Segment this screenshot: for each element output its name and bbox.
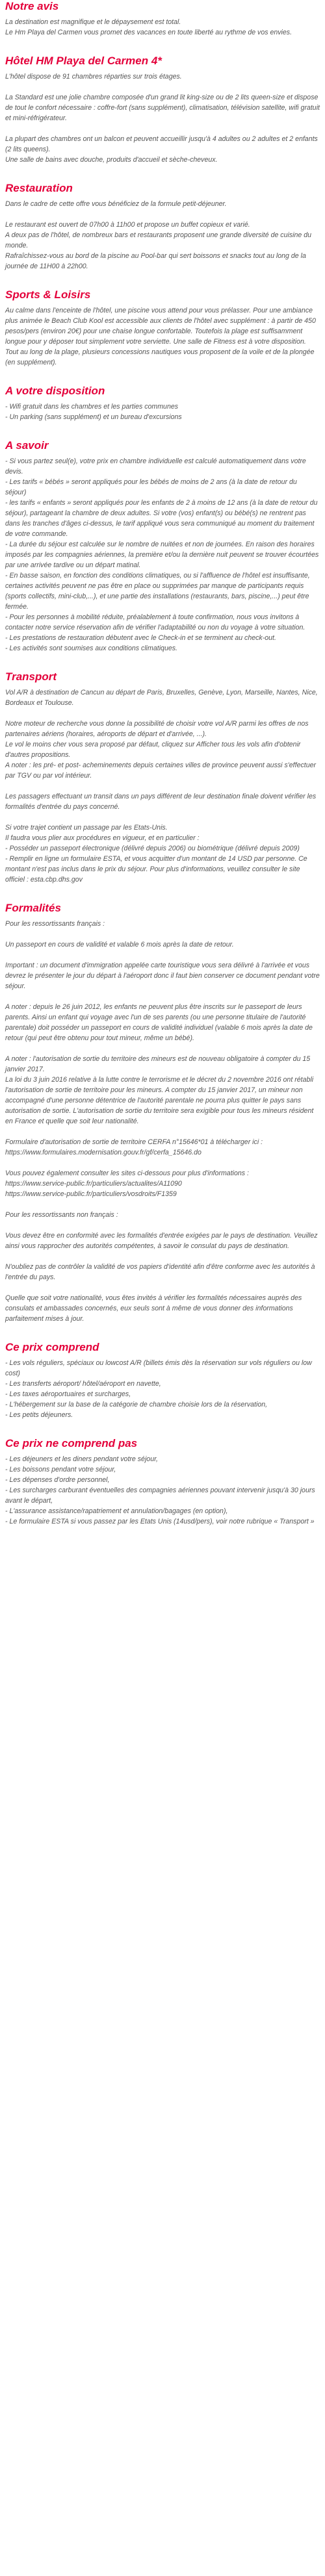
paragraph: La plupart des chambres ont un balcon et peuvent accueillir jusqu'à 4 adultes ou 2 adultes et 2 enfants (2 lits queens). Une salle de bains avec douche, produits d'accueil et sèche-cheveux. [5, 135, 318, 164]
paragraph: Pour les ressortissants français : [5, 920, 105, 928]
section-a-votre-disposition [5, 385, 320, 422]
section-title: Hôtel HM Playa del Carmen 4* [5, 55, 162, 67]
section-title: Ce prix comprend [5, 1341, 99, 1353]
section-hotel [5, 55, 320, 165]
paragraph: Dans le cadre de cette offre vous bénéficiez de la formule petit-déjeuner. [5, 200, 227, 208]
paragraph: - Les vols réguliers, spéciaux ou lowcost A/R (billets émis dès la réservation sur vols réguliers ou low cost) - Les transferts aéroport/ hôtel/aéroport en navette, - Les taxes aéroportuaires et surcharges, - L'hébergement sur la base de la catégorie de chambre choisie lors de la réservation, - Les petits déjeuners. [5, 1359, 312, 1419]
section-sports-loisirs [5, 288, 320, 368]
paragraph: Quelle que soit votre nationalité, vous êtes invités à vérifier les formalités nécessaires auprès des consulats et ambassades concernés, eux seuls sont à même de vous donner des informations parfaitement mises à jour. [5, 1294, 302, 1323]
paragraph: La Standard est une jolie chambre composée d'un grand lit king-size ou de 2 lits queen-size et dispose de tout le confort nécessaire : coffre-fort (sans supplément), climatisation, télévision satellite, wifi gratuit et mini-réfrigérateur. [5, 94, 320, 122]
paragraph: La destination est magnifique et le dépaysement est total. Le Hm Playa del Carmen vous promet des vacances en toute liberté au rythme de vos envies. [5, 18, 292, 36]
paragraph: Notre moteur de recherche vous donne la possibilité de choisir votre vol A/R parmi les offres de nos partenaires aériens (horaires, aéroports de départ et d'arrivée, ...). Le vol le moins cher vous sera proposé par défaut, cliquez sur Afficher tous les vols afin d'obtenir d'autres propositions. A noter : les pré- et post- acheminements depuis certaines villes de province peuvent aussi s'effectuer par TGV ou par vol intérieur. [5, 720, 317, 780]
section-restauration [5, 182, 320, 272]
section-title: Sports & Loisirs [5, 288, 91, 301]
paragraph: Vol A/R à destination de Cancun au départ de Paris, Bruxelles, Genève, Lyon, Marseille, Nantes, Nice, Bordeaux et Toulouse. [5, 689, 318, 707]
paragraph: - Si vous partez seul(e), votre prix en chambre individuelle est calculé automatiquement dans votre devis. - Les tarifs « bébés » seront appliqués pour les bébés de moins de 2 ans (à la date de retour du séjour) - les tarifs « enfants » seront appliqués pour les enfants de 2 à moins de 12 ans (à la date de retour du séjour), partageant la chambre de deux adultes. Si votre (vos) enfant(s) ou bébé(s) ne rentrent pas dans les tranches d'âges ci-dessus, le tarif appliqué vous sera communiqué au moment du traitement de votre commande. - La durée du séjour est calculée sur le nombre de nuitées et non de journées. En raison des horaires imposés par les compagnies aériennes, la première et/ou la dernière nuit peuvent se trouver écourtées par une arrivée tardive ou un départ matinal. - En basse saison, en fonction des conditions climatiques, ou si l'affluence de l'hôtel est insuffisante, certaines activités peuvent ne pas être en place ou supprimées par manque de participants requis (sports collectifs, mini-club,...), et une partie des installations (restaurants, bars, piscine,...) peut être fermée. - Pour les personnes à mobilité réduite, préalablement à toute confirmation, nous vous invitons à contacter notre service réservation afin de vérifier l'adaptabilité ou non du voyage à votre situation. - Les prestations de restauration débutent avec le Check-in et se terminent au check-out. - Les activités sont soumises aux conditions climatiques. [5, 457, 319, 652]
section-title: Ce prix ne comprend pas [5, 1437, 138, 1449]
paragraph: Important : un document d'immigration appelée carte touristique vous sera délivré à l'arrivée et vous devrez le présenter le jour du départ à l'aéroport donc il faut bien conserver ce document pendant votre séjour. [5, 962, 320, 990]
section-transport [5, 670, 320, 885]
paragraph: - Les déjeuners et les diners pendant votre séjour, - Les boissons pendant votre séjour, - Les dépenses d'ordre personnel, - Les surcharges carburant éventuelles des compagnies aériennes pouvant intervenir jusqu'à 30 jours avant le départ, - L'assurance assistance/rapatriement et annulation/bagages (en option), - Le formulaire ESTA si vous passez par les Etats Unis (14usd/pers), voir notre rubrique « Transport » [5, 1455, 315, 1525]
paragraph: Les passagers effectuant un transit dans un pays différent de leur destination finale doivent vérifier les formalités d'entrée du pays concerné. [5, 793, 317, 811]
section-title: Transport [5, 670, 57, 683]
paragraph: Vous devez être en conformité avec les formalités d'entrée exigées par le pays de destination. Veuillez ainsi vous rapprocher des autorités compétentes, à savoir le consulat du pays de destination. [5, 1232, 318, 1250]
paragraph: Formulaire d'autorisation de sortie de territoire CERFA n°15646*01 à télécharger ici : https://www.formulaires.modernisation.gouv.fr/gf/cerfa_15646.do [5, 1138, 263, 1156]
section-notre-avis [5, 0, 320, 38]
paragraph: - Wifi gratuit dans les chambres et les parties communes - Un parking (sans supplément) et un bureau d'excursions [5, 403, 182, 421]
section-title: Notre avis [5, 0, 59, 12]
section-ce-prix-comprend [5, 1341, 320, 1420]
paragraph: Pour les ressortissants non français : [5, 1211, 118, 1219]
paragraph: Le restaurant est ouvert de 07h00 à 11h00 et propose un buffet copieux et varié. A deux pas de l'hôtel, de nombreux bars et restaurants proposent une grande diversité de cuisine du monde. Rafraîchissez-vous au bord de la piscine au Pool-bar qui sert boissons et snacks tout au long de la journée de 11H00 à 22h00. [5, 221, 311, 270]
paragraph: L'hôtel dispose de 91 chambres réparties sur trois étages. [5, 73, 182, 81]
section-ce-prix-ne-comprend-pas [5, 1437, 320, 1527]
paragraph: A noter : l'autorisation de sortie du territoire des mineurs est de nouveau obligatoire à compter du 15 janvier 2017. La loi du 3 juin 2016 relative à la lutte contre le terrorisme et le décret du 2 novembre 2016 ont rétabli l'autorisation de sortie de territoire pour les mineurs. A compter du 15 janvier 2017, un mineur non accompagné d'une personne détentrice de l'autorité parentale ne pourra plus quitter le pays sans autorisation de sortie. L'autorisation de sortie du territoire sera exigible pour tous les mineurs résident en France et quelle que soit leur nationalité. [5, 1055, 314, 1125]
section-a-savoir [5, 439, 320, 654]
section-title: A votre disposition [5, 385, 105, 397]
section-title: A savoir [5, 439, 49, 452]
paragraph: Un passeport en cours de validité et valable 6 mois après la date de retour. [5, 941, 234, 949]
section-title: Formalités [5, 902, 61, 914]
paragraph: A noter : depuis le 26 juin 2012, les enfants ne peuvent plus être inscrits sur le passeport de leurs parents. Ainsi un enfant qui voyage avec l'un de ses parents (ou une personne titulaire de l'autorité parentale) doit posséder un passeport en cours de validité individuel (valable 6 mois après la date de retour (qui peut être obtenu pour tout mineur, même un bébé). [5, 1003, 313, 1042]
paragraph: Vous pouvez également consulter les sites ci-dessous pour plus d'informations : https://www.service-public.fr/particuliers/actualites/A11090 https://www.service-public.fr/particuliers/vosdroits/F1359 [5, 1169, 249, 1198]
paragraph: N'oubliez pas de contrôler la validité de vos papiers d'identité afin d'être conforme avec les autorités à l'entrée du pays. [5, 1263, 315, 1281]
section-formalites [5, 902, 320, 1324]
paragraph: Au calme dans l'enceinte de l'hôtel, une piscine vous attend pour vous prélasser. Pour une ambiance plus animée le Beach Club Kool est accessible aux clients de l'hôtel avec supplément : à partir de 450 pesos/pers (environ 20€) pour une chaise longue confortable. Toutefois la plage est suffisamment longue pour y déposer tout simplement votre serviette. Une salle de Fitness est à votre disposition. Tout au long de la plage, plusieurs concessions nautiques vous proposent de la voile et de la plongée (en supplément). [5, 307, 316, 366]
paragraph: Si votre trajet contient un passage par les Etats-Unis. Il faudra vous plier aux procédures en vigueur, et en particulier : - Posséder un passeport électronique (délivré depuis 2006) ou biométrique (délivré depuis 2009) - Remplir en ligne un formulaire ESTA, et vous acquitter d'un montant de 14 USD par personne. Ce montant n'est pas inclus dans le prix du séjour. Pour plus d'informations, veuillez consulter le site officiel : esta.cbp.dhs.gov [5, 824, 307, 884]
section-title: Restauration [5, 182, 73, 194]
